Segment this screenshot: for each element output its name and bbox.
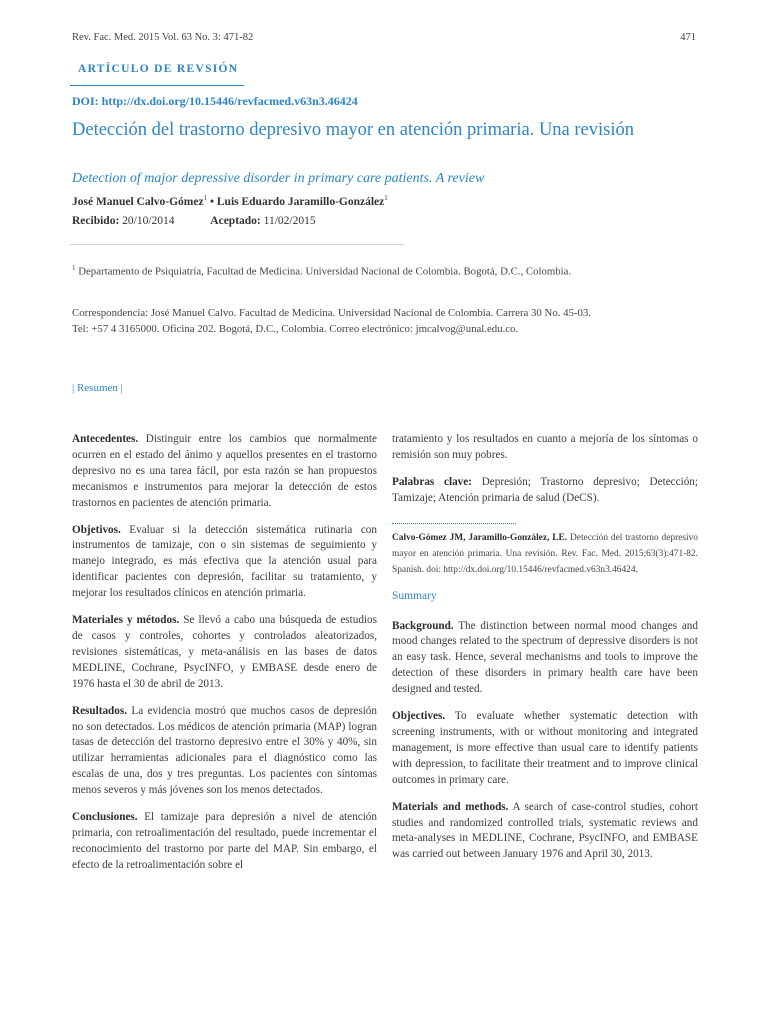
paragraph-label: Antecedentes. — [72, 433, 139, 445]
paragraph-text: Se llevó a cabo una búsqueda de estudios de casos y controles, cohortes y controlados aleatorizados, revisiones sistemáticas, y meta-análisis en las bases de datos MEDLINE, Cochrane, PsycINFO, y EMBASE desde enero de 1976 hasta el 30 de abril de 2013. — [72, 614, 377, 690]
article-dates — [72, 215, 316, 227]
author-affiliation-mark: 1 — [384, 194, 388, 202]
affiliation-text: Departamento de Psiquiatría, Facultad de Medicina. Universidad Nacional de Colombia. Bogotá, D.C., Colombia. — [78, 265, 572, 278]
correspondence — [72, 305, 692, 337]
correspondence-line: Correspondencia: José Manuel Calvo. Facultad de Medicina. Universidad Nacional de Colombia. Carrera 30 No. 45-03. — [72, 307, 592, 319]
paragraph-label: Objectives. — [392, 710, 446, 723]
paragraph-label: Background. — [392, 619, 454, 632]
article-title: Detección del trastorno depresivo mayor en atención primaria. Una revisión — [72, 120, 634, 140]
keywords-label: Palabras clave: — [392, 475, 472, 488]
abstract-paragraph — [72, 613, 377, 693]
abstract-paragraph — [72, 704, 377, 799]
citation — [392, 530, 698, 578]
article-subtitle: Detection of major depressive disorder in primary care patients. A review — [72, 171, 485, 186]
paragraph-text: El tamizaje para depresión a nivel de atención primaria, con retroalimentación del resultado, puede incrementar el reconocimiento del trastorno por parte del MAP. Sin embargo, el efecto de la retroalimentación sobre el — [72, 811, 377, 871]
paragraph-text: A search of case-control studies, cohort studies and randomized controlled trials, systematic reviews and meta-analyses in MEDLINE, Cochrane, PsycINFO, and EMBASE was carried out between January 1976 and April 30, 2013. — [392, 800, 698, 861]
paragraph-text: To evaluate whether systematic detection with screening instruments, with or without monitoring and integrated management, is more effective than usual care to identify patients with depression, to facilitate their treatment and to improve clinical outcomes in primary care. — [392, 710, 698, 786]
abstract-paragraph — [392, 800, 698, 864]
resumen-heading: | Resumen | — [72, 382, 123, 394]
paragraph-text: La evidencia mostró que muchos casos de depresión no son detectados. Los médicos de atención primaria (MAP) logran tasas de detección del trastorno depresivo entre el 30% y 40%, sin utilizar herramientas adicionales para el diagnóstico como las escalas de una, dos y tres preguntas. Los pacientes con síntomas menos severos y más jóvenes son los menos detectados. — [72, 704, 377, 797]
paragraph-label: Materials and methods. — [392, 800, 509, 813]
affiliation-mark: 1 — [72, 264, 76, 272]
citation-authors: Calvo-Gómez JM, Jaramillo-González, LE. — [392, 532, 568, 543]
accepted-label: Aceptado: — [210, 215, 261, 227]
citation-text: Detección del trastorno depresivo mayor en atención primaria. Una revisión. Rev. Fac. Med. 2015;63(3):471-82. Spanish. doi: http://dx.doi.org/10.15446/revfacmed.v63n3.46424. — [392, 532, 698, 575]
paragraph-label: Objetivos. — [72, 523, 121, 536]
citation-divider — [392, 523, 516, 524]
affiliation — [72, 264, 692, 278]
dates-divider — [70, 244, 404, 245]
abstract-paragraph — [72, 432, 377, 512]
article-type-rule — [70, 85, 244, 86]
accepted-date: 11/02/2015 — [263, 215, 316, 227]
abstract-paragraph — [392, 619, 698, 699]
journal-header: Rev. Fac. Med. 2015 Vol. 63 No. 3: 471-82 — [72, 32, 254, 43]
author-affiliation-mark: 1 — [203, 194, 208, 202]
paragraph-text: The distinction between normal mood changes and mood changes related to the spectrum of depressive disorders is not an easy task. Hence, several mechanisms and tools to improve the detection of these disorders in primary health care have been designed and tested. — [392, 619, 698, 696]
author-line — [72, 194, 692, 208]
received-date: 20/10/2014 — [122, 215, 175, 227]
received-label: Recibido: — [72, 215, 120, 227]
abstract-right-column — [392, 432, 698, 874]
page-number: 471 — [680, 32, 696, 43]
abstract-spanish-column — [72, 432, 377, 885]
paragraph-label: Conclusiones. — [72, 811, 138, 824]
keywords — [392, 475, 698, 507]
paragraph-text: Distinguir entre los cambios que normalmente ocurren en el estado del ánimo y aquellos presentes en el trastorno depresivo no es una tarea fácil, por esta razón se han propuestos mecanismos e instrumentos para mejorar la detección de estos trastornos en pacientes de atención primaria. — [72, 433, 377, 509]
summary-heading: Summary — [392, 589, 437, 602]
paragraph-text: Evaluar si la detección sistemática rutinaria con instrumentos de tamizaje, con o sin sistemas de seguimiento y manejo integrado, es más efectiva que la atención usual para identificar pacientes con depresión, facilitar su tratamiento, y mejorar los resultados clínicos en atención primaria. — [72, 523, 377, 600]
author-separator: • — [207, 195, 217, 208]
paragraph-label: Materiales y métodos. — [72, 614, 180, 627]
doi-link[interactable]: DOI: http://dx.doi.org/10.15446/revfacmed.v63n3.46424 — [72, 94, 358, 108]
author-name: José Manuel Calvo-Gómez — [72, 195, 204, 208]
article-type-label: ARTÍCULO DE REVSIÓN — [78, 63, 239, 75]
abstract-paragraph — [72, 810, 377, 874]
paragraph-label: Resultados. — [72, 704, 128, 717]
keywords-text: Depresión; Trastorno depresivo; Detección; Tamizaje; Atención primaria de salud (DeCS). — [392, 475, 698, 504]
abstract-paragraph-continued: tratamiento y los resultados en cuanto a mejoría de los síntomas o remisión son muy pobres. — [392, 433, 698, 461]
abstract-paragraph — [72, 523, 377, 603]
abstract-paragraph — [392, 709, 698, 789]
author-name: Luis Eduardo Jaramillo-González — [216, 195, 385, 208]
correspondence-line: Tel: +57 4 3165000. Oficina 202. Bogotá, D.C., Colombia. Correo electrónico: jmcalvog@unal.edu.co. — [72, 323, 519, 335]
